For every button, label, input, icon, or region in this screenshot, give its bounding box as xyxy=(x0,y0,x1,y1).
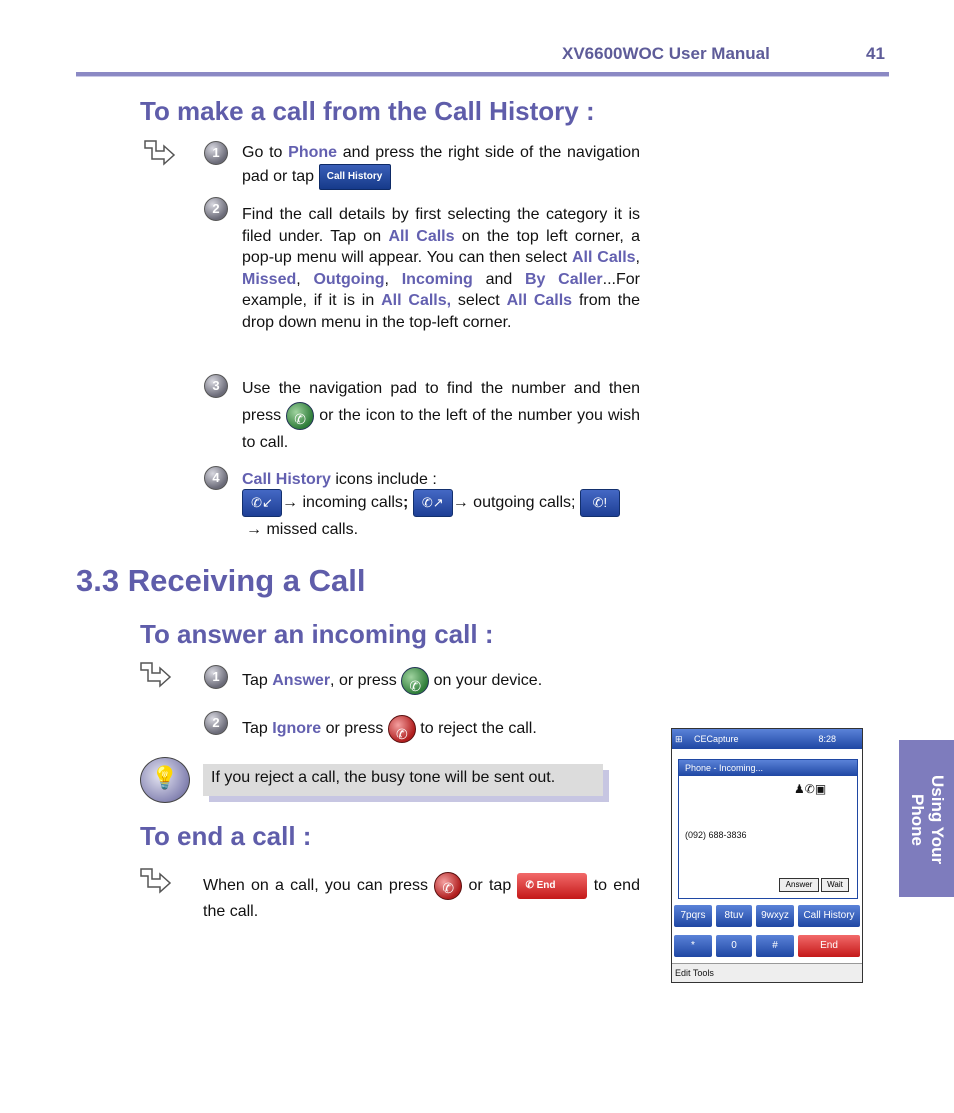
header-rule xyxy=(76,72,889,77)
arrow-icon xyxy=(138,660,172,690)
step4-text: Call History icons include : xyxy=(242,471,437,488)
arrow-icon xyxy=(138,866,172,896)
key-call-history[interactable]: Call History xyxy=(798,905,860,927)
heading-answer: To answer an incoming call : xyxy=(140,619,494,649)
phone-title-bar: ⊞ CECapture 8:28 xyxy=(672,729,862,749)
manual-title: XV6600WOC User Manual xyxy=(562,44,770,63)
tip-bulb-icon: 💡 xyxy=(140,757,190,803)
call-history-button[interactable]: Call History xyxy=(319,164,391,190)
call-icons-row: ✆↙ → incoming calls; ✆↗ → outgoing calls; ✆! xyxy=(242,489,652,517)
end-call-text: When on a call, you can press ✆ or tap ✆ End to end the call. xyxy=(203,872,640,924)
phone-menu-bar: Edit Tools xyxy=(672,963,862,982)
heading-call-history: To make a call from the Call History : xyxy=(140,96,595,126)
outgoing-call-icon: ✆↗ xyxy=(413,489,453,517)
section-heading: 3.3 Receiving a Call xyxy=(76,563,366,598)
missed-call-icon: ✆! xyxy=(580,489,620,517)
step2-text: Find the call details by first selecting the category it is filed under. Tap on All Calls on the top left corner, a pop-up menu will appear. You can then select All Calls, Missed, Outgoing, Incoming and By Caller...For example, if it is in All Calls, select All Calls from the drop down menu in the top-left corner. xyxy=(242,206,641,331)
page-number: 41 xyxy=(866,44,885,63)
answer-button[interactable]: Answer xyxy=(779,878,819,892)
signal-icon: ♟✆▣ xyxy=(794,782,827,796)
key-7[interactable]: 7pqrs xyxy=(674,905,712,927)
answer-step2-text: Tap Ignore or press ✆ to reject the call. xyxy=(242,714,642,744)
step-number: 1 xyxy=(204,665,228,689)
wait-button[interactable]: Wait xyxy=(821,878,849,892)
heading-end-call: To end a call : xyxy=(140,821,312,851)
incoming-call-icon: ✆↙ xyxy=(242,489,282,517)
phone-send-icon: ✆ xyxy=(286,402,314,430)
arrow-icon xyxy=(142,138,176,168)
side-tab: Using Your Phone xyxy=(899,740,954,897)
key-9[interactable]: 9wxyz xyxy=(756,905,794,927)
windows-start-icon: ⊞ xyxy=(675,734,683,744)
key-star[interactable]: * xyxy=(674,935,712,957)
key-hash[interactable]: # xyxy=(756,935,794,957)
key-8[interactable]: 8tuv xyxy=(716,905,752,927)
key-0[interactable]: 0 xyxy=(716,935,752,957)
tip-note: If you reject a call, the busy tone will be sent out. xyxy=(203,764,603,796)
step-number: 2 xyxy=(204,711,228,735)
step-number: 2 xyxy=(204,197,228,221)
missed-calls-text: → missed calls. xyxy=(246,521,359,538)
key-end[interactable]: End xyxy=(798,935,860,957)
phone-end-icon: ✆ xyxy=(434,872,462,900)
phone-end-icon: ✆ xyxy=(388,715,416,743)
phone-screenshot xyxy=(671,728,863,983)
answer-step1-text: Tap Answer, or press ✆ on your device. xyxy=(242,666,642,696)
incoming-call-popup: Phone - Incoming... ♟✆▣ (092) 688-3836 Answer Wait xyxy=(678,759,858,899)
step-number: 4 xyxy=(204,466,228,490)
step-number: 3 xyxy=(204,374,228,398)
step1-text: Go to Phone and press the right side of the navigation pad or tap Call History xyxy=(242,142,640,190)
step-number: 1 xyxy=(204,141,228,165)
step3-text: Use the navigation pad to find the number and then press ✆ or the icon to the left of the number you wish to call. xyxy=(242,380,640,451)
phone-send-icon: ✆ xyxy=(401,667,429,695)
end-button[interactable]: ✆ End xyxy=(517,873,587,899)
